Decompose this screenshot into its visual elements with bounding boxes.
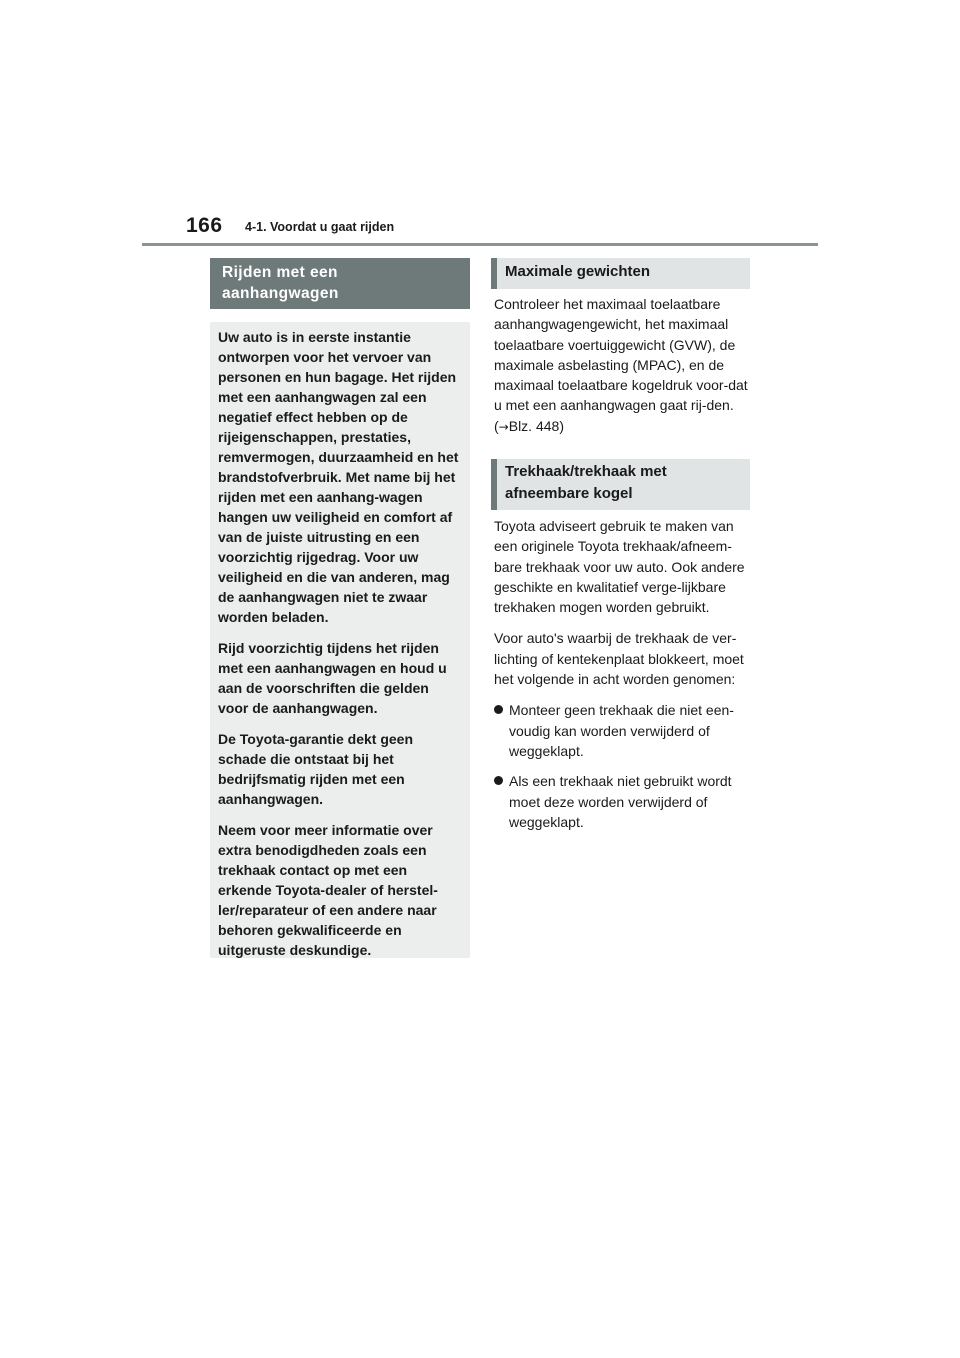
body-paragraph xyxy=(494,294,750,437)
trekhaak-body xyxy=(494,516,750,842)
info-paragraph: Neem voor meer informatie over extra benodigdheden zoals een trekhaak contact op met een erkende Toyota-dealer of herstel-ler/reparateur of een andere naar behoren gekwalificeerde en uitgeruste deskundige. xyxy=(218,822,438,958)
page-reference-link[interactable]: Blz. 448) xyxy=(508,417,564,434)
bullet-icon xyxy=(494,705,503,714)
maximale-gewichten-body xyxy=(494,294,750,437)
section-reference: 4-1. Voordat u gaat rijden xyxy=(245,220,395,234)
arrow-icon: → xyxy=(498,419,509,434)
info-paragraph: De Toyota-garantie dekt geen schade die ontstaat bij het bedrijfsmatig rijden met een aanhangwagen. xyxy=(218,731,414,807)
bullet-item xyxy=(494,700,750,761)
heading-trekhaak xyxy=(491,459,750,510)
bullet-text: Als een trekhaak niet gebruikt wordt moet deze worden verwijderd of weggeklapt. xyxy=(509,773,732,830)
left-info-box xyxy=(210,322,470,958)
info-paragraph: Uw auto is in eerste instantie ontworpen voor het vervoer van personen en hun bagage. Het rijden met een aanhangwagen zal een negatief effect hebben op de rijeigenschappen, prestaties, remvermogen, duurzaamheid en het brandstofverbruik. Met name bij het rijden met een aanhang-wagen hangen uw veiligheid en comfort af van de juiste uitrusting en een voorzichtig rijgedrag. Voor uw veiligheid en die van anderen, mag de aanhangwagen niet te zwaar worden beladen. xyxy=(218,329,459,625)
bullet-item xyxy=(494,771,750,832)
page-number: 166 xyxy=(186,214,223,237)
heading-line: Trekhaak/trekhaak met xyxy=(505,463,667,480)
heading-line: afneembare kogel xyxy=(505,485,633,502)
body-paragraph: Voor auto's waarbij de trekhaak de ver-lichting of kentekenplaat blokkeert, moet het volgende in acht worden genomen: xyxy=(494,630,744,688)
header-divider xyxy=(142,243,818,246)
bullet-text: Monteer geen trekhaak die niet een-voudig kan worden verwijderd of weggeklapt. xyxy=(509,702,734,759)
info-paragraph: Rijd voorzichtig tijdens het rijden met een aanhangwagen en houd u aan de voorschriften die gelden voor de aanhangwagen. xyxy=(218,640,447,716)
left-section-heading: Rijden met een aanhangwagen xyxy=(210,258,470,309)
heading-maximale-gewichten: Maximale gewichten xyxy=(491,258,750,289)
body-paragraph: Toyota adviseert gebruik te maken van een originele Toyota trekhaak/afneem-bare trekhaak voor uw auto. Ook andere geschikte en kwalitatief verge-lijkbare trekhaken mogen worden gebruikt. xyxy=(494,518,745,616)
body-text: Controleer het maximaal toelaatbare aanhangwagengewicht, het maximaal toelaatbare voertuiggewicht (GVW), de maximale asbelasting (MPAC), en de maximaal toelaatbare kogeldruk voor-dat u met een aanhangwagen gaat rij-den. ( xyxy=(494,296,748,434)
bullet-icon xyxy=(494,776,503,785)
